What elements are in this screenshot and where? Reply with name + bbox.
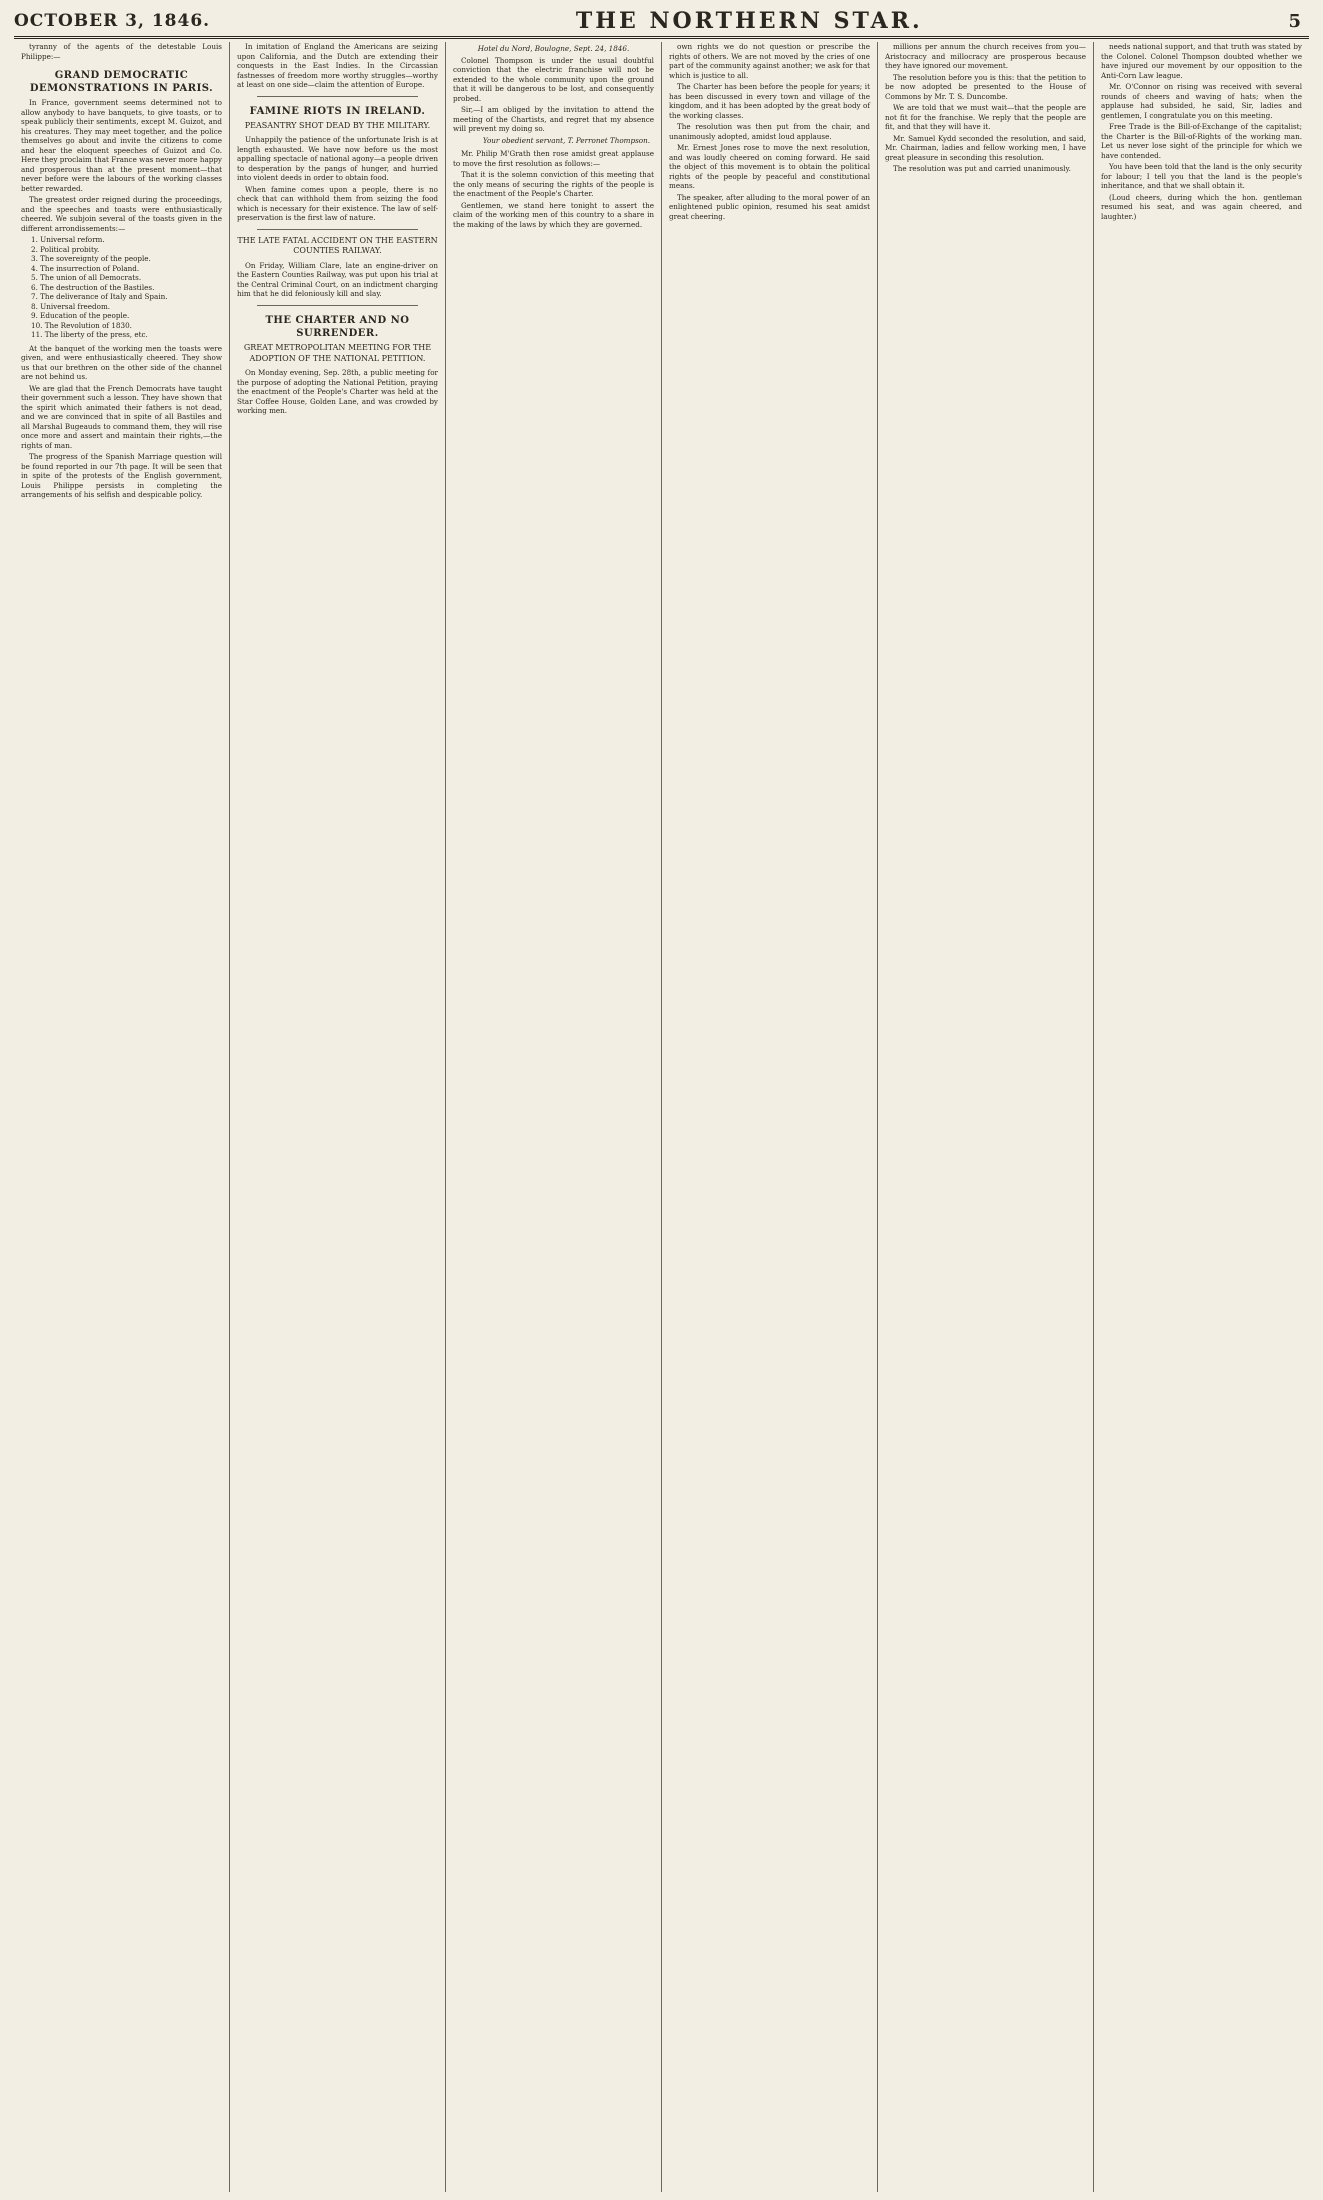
paragraph: The resolution before you is this: that the petition to be now adopted be presented to the House of Commons by Mr. T. S. Duncombe. xyxy=(885,72,1086,101)
columns xyxy=(14,42,1309,2192)
paragraph: own rights we do not question or prescribe the rights of others. We are not moved by the cries of one part of the community against another; we ask for that which is justice to all. xyxy=(669,42,870,80)
paragraph: (Loud cheers, during which the hon. gentleman resumed his seat, and was again cheered, and laughter.) xyxy=(1101,192,1302,221)
list-item: 2. Political probity. xyxy=(31,244,100,254)
subheadline: THE LATE FATAL ACCIDENT ON THE EASTERN COUNTIES RAILWAY. xyxy=(237,235,438,256)
column-5 xyxy=(878,42,1094,2192)
paragraph: We are told that we must wait—that the people are not fit for the franchise. We reply that the people are fit, and that they will have it. xyxy=(885,103,1086,131)
list-item: 6. The destruction of the Bastiles. xyxy=(31,282,155,292)
list-item: 4. The insurrection of Poland. xyxy=(31,263,140,273)
paragraph: The resolution was then put from the chair, and unanimously adopted, amidst loud applause. xyxy=(669,122,870,141)
divider xyxy=(257,96,418,97)
headline: FAMINE RIOTS IN IRELAND. xyxy=(249,105,426,117)
paragraph: In France, government seems determined not to allow anybody to have banquets, to give toasts, or to speak publicly their sentiments, except M. Guizot, and his creatures. They may meet together, and the police themselves go about and invite the citizens to come and hear the eloquent speeches of Guizot and Co. Here they proclaim that France was never more happy and prosperous than at the present moment—that never before were the labours of the working classes better rewarded. xyxy=(21,98,222,193)
column-4 xyxy=(662,42,878,2192)
paragraph: The greatest order reigned during the proceedings, and the speeches and toasts were enthusiastically cheered. We subjoin several of the toasts given in the different arrondissements:— xyxy=(21,195,222,233)
paragraph: In imitation of England the Americans are seizing upon California, and the Dutch are extending their conquests in the East Indies. In the Circassian fastnesses of freedom more worthy struggles—worthy at least on one side—claim the attention of Europe. xyxy=(237,42,438,89)
paragraph: The resolution was put and carried unanimously. xyxy=(893,164,1071,173)
paragraph: On Monday evening, Sep. 28th, a public meeting for the purpose of adopting the National Petition, praying the enactment of the People's Charter was held at the Star Coffee House, Golden Lane, and was crowded by working men. xyxy=(237,368,438,416)
paragraph: Gentlemen, we stand here tonight to assert the claim of the working men of this country to a share in the making of the laws by which they are governed. xyxy=(453,200,654,229)
paragraph: The speaker, after alluding to the moral power of an enlightened public opinion, resumed his seat amidst great cheering. xyxy=(669,192,870,221)
list-item: 3. The sovereignty of the people. xyxy=(31,254,151,264)
paragraph: At the banquet of the working men the toasts were given, and were enthusiastically cheered. They show us that our brethren on the other side of the channel are not behind us. xyxy=(21,343,222,382)
column-6 xyxy=(1094,42,1309,2192)
subheadline: GREAT METROPOLITAN MEETING FOR THE ADOPTION OF THE NATIONAL PETITION. xyxy=(243,343,432,363)
list-item: 1. Universal reform. xyxy=(31,235,105,245)
masthead xyxy=(14,6,1309,39)
dateline: Hotel du Nord, Boulogne, Sept. 24, 1846. xyxy=(477,44,630,53)
list-item: 9. Education of the people. xyxy=(31,311,130,321)
toast-list xyxy=(31,235,222,340)
headline: THE CHARTER AND NO SURRENDER. xyxy=(265,314,410,340)
signature: Your obedient servant, T. Perronet Thompson. xyxy=(482,135,650,145)
paragraph: Mr. O'Connor on rising was received with several rounds of cheers and waving of hats; when the applause had subsided, he said, Sir, ladies and gentlemen, I congratulate you on this meeting. xyxy=(1101,82,1302,120)
page-number: 5 xyxy=(1288,10,1301,32)
divider xyxy=(257,229,418,230)
column-3 xyxy=(446,42,662,2192)
paragraph: needs national support, and that truth was stated by the Colonel. Colonel Thompson doubted whether we have injured our movement by our opposition to the Anti-Corn Law league. xyxy=(1101,42,1302,80)
column-2 xyxy=(230,42,446,2192)
paragraph: When famine comes upon a people, there is no check that can withhold them from seizing the food which is necessary for their existence. The law of self-preservation is the first law of nature. xyxy=(237,184,438,223)
paragraph: That it is the solemn conviction of this meeting that the only means of securing the rights of the people is the enactment of the People's Charter. xyxy=(453,170,654,198)
list-item: 8. Universal freedom. xyxy=(31,301,111,311)
paragraph: We are glad that the French Democrats have taught their government such a lesson. They have shown that the spirit which animated their fathers is not dead, and we are convinced that in spite of all Bastiles and all Marshal Bugeauds to command them, they will rise once more and assert and maintain their rights,—the rights of man. xyxy=(21,383,222,450)
headline: GRAND DEMOCRATIC DEMONSTRATIONS IN PARIS. xyxy=(29,70,214,95)
paragraph: millions per annum the church receives from you—Aristocracy and millocracy are prosperous because they have ignored our movement. xyxy=(885,42,1086,70)
paragraph: Mr. Philip M'Grath then rose amidst great applause to move the first resolution as follows:— xyxy=(453,149,654,168)
list-item: 5. The union of all Democrats. xyxy=(31,273,142,283)
column-1 xyxy=(14,42,230,2192)
list-item: 11. The liberty of the press, etc. xyxy=(31,330,148,340)
paragraph: Sir,—I am obliged by the invitation to attend the meeting of the Chartists, and regret that my absence will prevent my doing so. xyxy=(453,105,654,133)
paragraph: Mr. Samuel Kydd seconded the resolution, and said, Mr. Chairman, ladies and fellow working men, I have great pleasure in seconding this resolution. xyxy=(885,133,1086,162)
list-item: 10. The Revolution of 1830. xyxy=(31,320,132,330)
paragraph: The progress of the Spanish Marriage question will be found reported in our 7th page. It will be seen that in spite of the protests of the English government, Louis Philippe persists in completing the arrangements of his selfish and despicable policy. xyxy=(21,452,222,500)
newspaper-title: THE NORTHERN STAR. xyxy=(575,8,923,34)
paragraph: Colonel Thompson is under the usual doubtful conviction that the electric franchise will not be extended to the whole community upon the ground that it will be dangerous to be lost, and consequently probed. xyxy=(453,55,654,103)
paragraph: The Charter has been before the people for years; it has been discussed in every town and village of the kingdom, and it has been adopted by the great body of the working classes. xyxy=(669,82,870,120)
subheadline: PEASANTRY SHOT DEAD BY THE MILITARY. xyxy=(244,120,431,130)
paragraph: tyranny of the agents of the detestable Louis Philippe:— xyxy=(21,42,222,61)
paragraph: On Friday, William Clare, late an engine-driver on the Eastern Counties Railway, was put upon his trial at the Central Criminal Court, on an indictment charging him that he did feloniously kill and slay. xyxy=(237,260,438,299)
divider xyxy=(257,305,418,306)
issue-date: OCTOBER 3, 1846. xyxy=(14,11,211,31)
list-item: 7. The deliverance of Italy and Spain. xyxy=(31,292,168,302)
paragraph: Free Trade is the Bill-of-Exchange of the capitalist; the Charter is the Bill-of-Rights of the working man. Let us never lose sight of the principle for which we have contended. xyxy=(1101,122,1302,160)
paragraph: You have been told that the land is the only security for labour; I tell you that the land is the people's inheritance, and that we shall obtain it. xyxy=(1101,162,1302,190)
paragraph: Unhappily the patience of the unfortunate Irish is at length exhausted. We have now before us the most appalling spectacle of national agony—a people driven to desperation by the pangs of hunger, and hurried into violent deeds in order to obtain food. xyxy=(237,135,438,183)
paragraph: Mr. Ernest Jones rose to move the next resolution, and was loudly cheered on coming forward. He said the object of this movement is to obtain the political rights of the people by peaceful and constitutional means. xyxy=(669,143,870,190)
